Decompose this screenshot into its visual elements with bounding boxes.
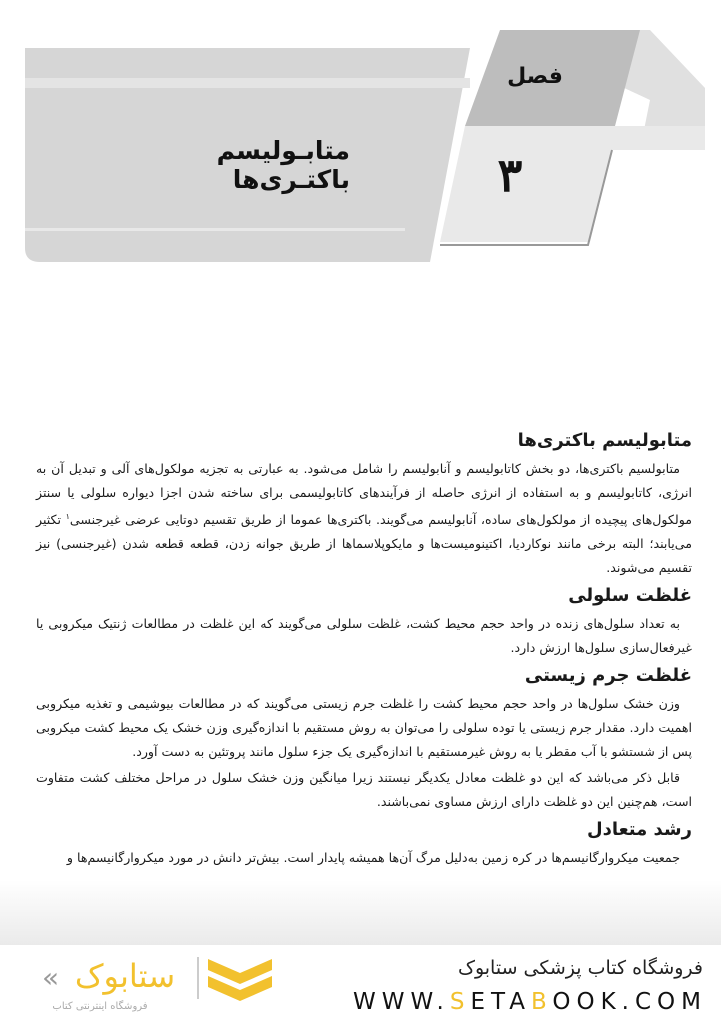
logo-tagline: فروشگاه اینترنتی کتاب	[52, 1001, 148, 1012]
store-logo	[30, 951, 290, 1001]
logo-text: ستابوک	[74, 957, 176, 995]
paragraph: قابل ذکر می‌باشد که این دو غلظت معادل یکدیگر نیستند زیرا میانگین وزن خشک سلول در مراحل مختلف کشت متفاوت است، هم‌چنین این دو غلظت دارای ارزش مساوی نمی‌باشند.	[36, 770, 692, 810]
store-name: فروشگاه کتاب پزشکی ستابوک	[457, 957, 703, 979]
footnote-mark: ۱	[65, 512, 70, 521]
section-heading: غلظت سلولی	[568, 585, 692, 607]
store-footer	[0, 945, 721, 1024]
paragraph: وزن خشک سلول‌ها در واحد حجم محیط کشت را غلظت جرم زیستی می‌گویند که در مطالعات بیوشیمی و تغذیه میکروبی اهمیت دارد. مقدار جرم زیستی یا توده سلولی را می‌توان به روش مستقیم با اندازه‌گیری وزن خشک یک محیط کشت میکروبی پس از شستشو با آب مقطر یا به روش غیرمستقیم با اندازه‌گیری یک جزء سلول مانند پروتئین به دست آورد.	[36, 696, 692, 760]
chapter-label: فصل	[507, 64, 563, 89]
chapter-title: متابـولیسم باکتـری‌ها	[216, 136, 350, 194]
url-part: ETA	[470, 989, 532, 1015]
url-part: B	[531, 989, 553, 1015]
body-content	[36, 425, 692, 872]
chapter-number: ۳	[497, 148, 523, 202]
paragraph	[36, 457, 692, 580]
svg-text:«: «	[42, 961, 60, 994]
paragraph: به تعداد سلول‌های زنده در واحد حجم محیط کشت، غلظت سلولی می‌گویند که این غلظت در مطالعات ژنتیک میکروبی یا غیرفعال‌سازی سلول‌ها ارزش دارد.	[36, 616, 692, 656]
paragraph: جمعیت میکروارگانیسم‌ها در کره زمین به‌دلیل مرگ آن‌ها همیشه پایدار است. بیش‌تر دانش در مورد میکروارگانیسم‌ها و	[66, 850, 680, 866]
url-part: OOK.COM	[552, 989, 707, 1015]
section-heading: متابولیسم باکتری‌ها	[517, 430, 692, 451]
bottom-fade	[0, 880, 721, 945]
paragraph-text: متابولسیم باکتری‌ها، دو بخش کاتابولیسم و آنابولیسم را شامل می‌شود. به عبارتی به تجزیه مولکول‌های آلی و تبدیل آن به انرژی، کاتابولیسم و به استفاده از انرژی حاصله از فرآیندهای کاتابولیسمی برای ساخته شدن اجزا دیواره سلولی یا سنتز مولکول‌های پیچیده از مولکول‌های ساده، آنابولیسم می‌گویند. باکتری‌ها عموما از طریق تقسیم دوتایی عرضی غیرجنسی	[36, 461, 692, 528]
url-part: S	[449, 989, 471, 1015]
paragraph-text: تکثیر می‌یابند؛ البته برخی مانند نوکاردیا، اکتینومیست‌ها و مایکوپلاسماها از طریق جوانه زدن، قطعه قطعه شدن (غیرجنسی) نیز تقسیم می‌شوند.	[36, 512, 692, 576]
url-part: WWW.	[352, 989, 450, 1015]
section-heading: رشد متعادل	[587, 819, 692, 841]
store-url[interactable]	[353, 989, 707, 1015]
section-heading: غلظت جرم زیستی	[524, 665, 692, 687]
